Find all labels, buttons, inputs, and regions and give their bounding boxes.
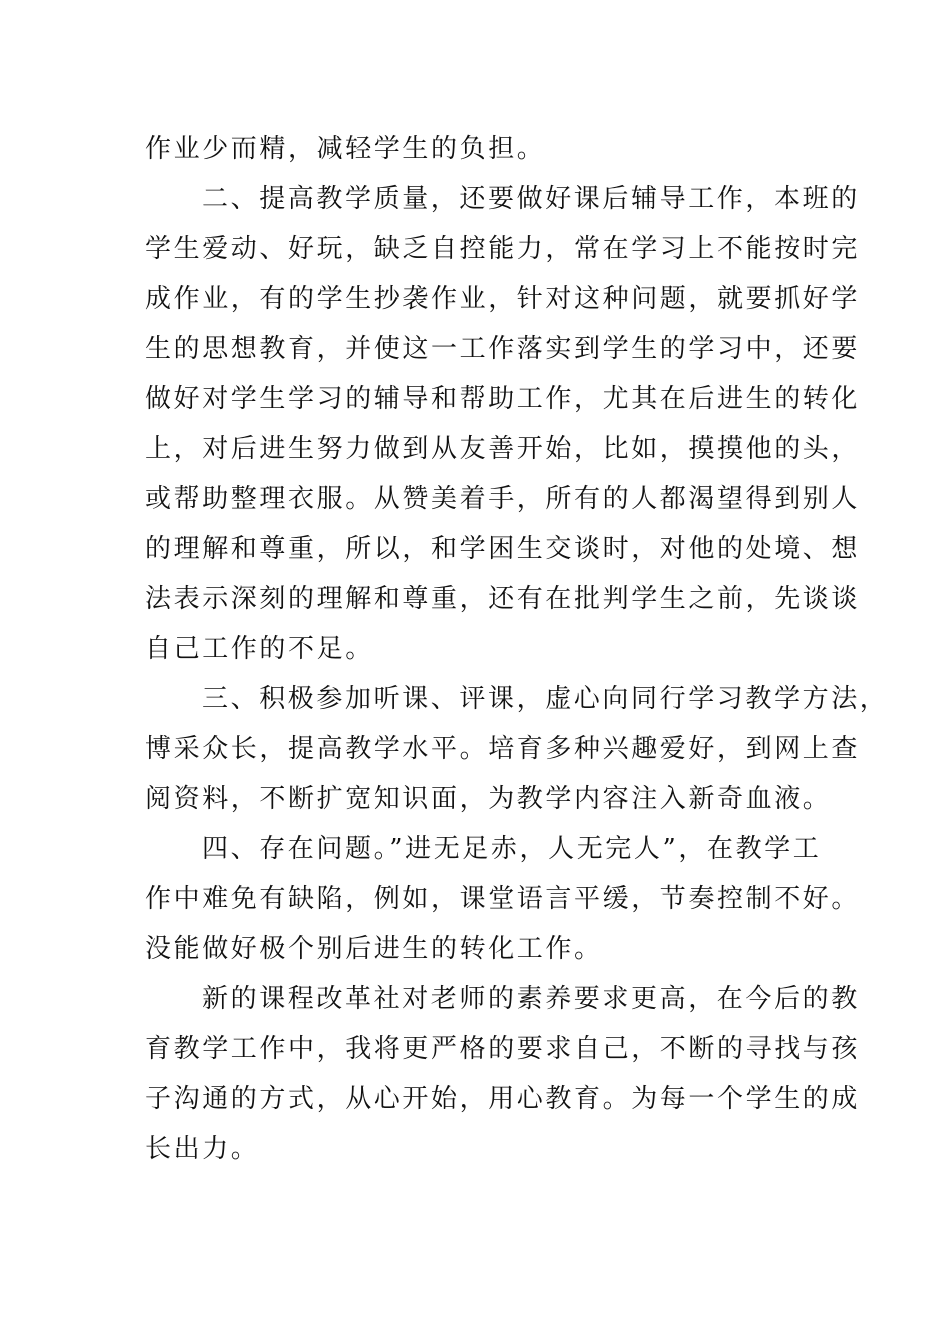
text-line: 博采众长，提高教学水平。培育多种兴趣爱好，到网上查 <box>145 734 861 764</box>
text-line: 作业少而精，减轻学生的负担。 <box>145 134 546 164</box>
text-line: 没能做好极个别后进生的转化工作。 <box>145 934 603 964</box>
text-line: 做好对学生学习的辅导和帮助工作，尤其在后进生的转化 <box>145 384 861 414</box>
text-line: 法表示深刻的理解和尊重，还有在批判学生之前，先谈谈 <box>145 584 861 614</box>
text-line: 育教学工作中，我将更严格的要求自己，不断的寻找与孩 <box>145 1034 861 1064</box>
text-line: 上，对后进生努力做到从友善开始，比如，摸摸他的头， <box>145 434 861 464</box>
text-line: 长出力。 <box>145 1134 260 1164</box>
text-line: 或帮助整理衣服。从赞美着手，所有的人都渴望得到别人 <box>145 484 861 514</box>
text-line: 阅资料，不断扩宽知识面，为教学内容注入新奇血液。 <box>145 784 832 814</box>
document-body <box>145 124 889 1174</box>
text-line: 成作业，有的学生抄袭作业，针对这种问题，就要抓好学 <box>145 284 861 314</box>
paragraph-start-line: 三、积极参加听课、评课，虚心向同行学习教学方法， <box>202 684 889 714</box>
text-line: 作中难免有缺陷，例如，课堂语言平缓，节奏控制不好。 <box>145 884 861 914</box>
text-line: 学生爱动、好玩，缺乏自控能力，常在学习上不能按时完 <box>145 234 861 264</box>
paragraph-start-line: 四、存在问题。”进无足赤，人无完人”，在教学工 <box>202 834 822 864</box>
paragraph-start-line: 新的课程改革社对老师的素养要求更高，在今后的教 <box>202 984 860 1014</box>
text-line: 子沟通的方式，从心开始，用心教育。为每一个学生的成 <box>145 1084 861 1114</box>
text-line: 自己工作的不足。 <box>145 634 374 664</box>
text-line: 的理解和尊重，所以，和学困生交谈时，对他的处境、想 <box>145 534 861 564</box>
paragraph-start-line: 二、提高教学质量，还要做好课后辅导工作，本班的 <box>202 184 860 214</box>
text-line: 生的思想教育，并使这一工作落实到学生的学习中，还要 <box>145 334 861 364</box>
